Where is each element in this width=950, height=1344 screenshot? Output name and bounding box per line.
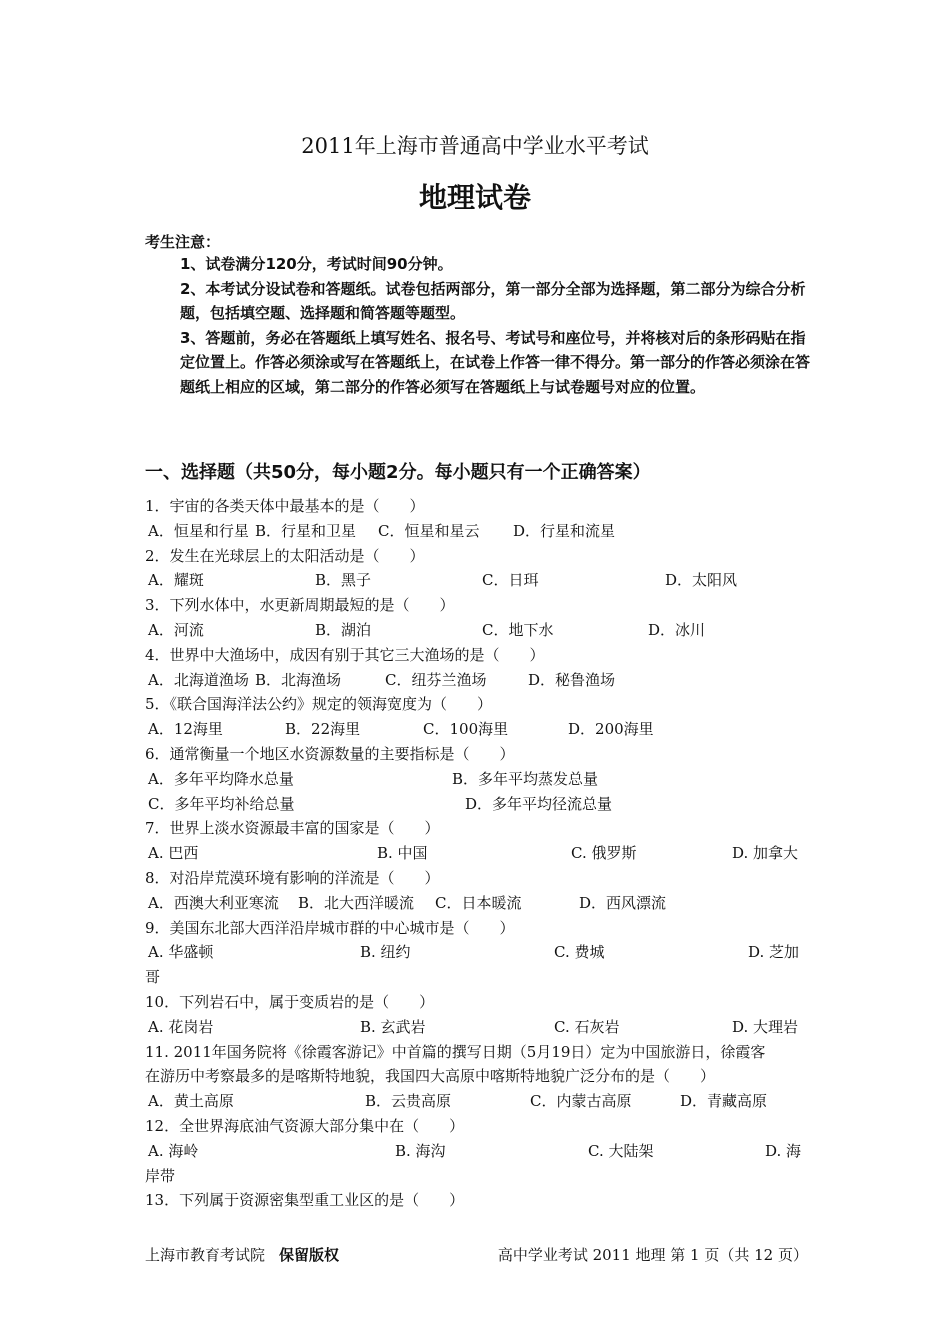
option-d: D．200海里 bbox=[568, 720, 654, 739]
question-options-wrap: 哥 bbox=[145, 968, 161, 987]
paper-title: 地理试卷 bbox=[418, 181, 531, 214]
question-stem: 在游历中考察最多的是喀斯特地貌，我国四大高原中喀斯特地貌广泛分布的是（ ） bbox=[145, 1067, 716, 1086]
notice-item: 1、试卷满分120分，考试时间90分钟。 bbox=[180, 255, 453, 273]
question-list bbox=[145, 494, 810, 1213]
question-stem: 5．《联合国海洋法公约》规定的领海宽度为（ ） bbox=[145, 695, 493, 714]
option-d: D．行星和流星 bbox=[513, 521, 616, 540]
question-options bbox=[145, 767, 810, 792]
notice-item: 2、本考试分设试卷和答题纸。试卷包括两部分，第一部分全部为选择题，第二部分为综合分析题，包括填空题、选择题和简答题等题型。 bbox=[180, 279, 806, 322]
notice-item: 3、答题前，务必在答题纸上填写姓名、报名号、考试号和座位号，并将核对后的条形码贴在指定位置上。作答必须涂或写在答题纸上，在试卷上作答一律不得分。第一部分的作答必须涂在答题纸上相应的区域，第二部分的作答必须写在答题纸上与试卷题号对应的位置。 bbox=[180, 328, 811, 396]
option-d: D. 芝加 bbox=[748, 943, 800, 962]
question-options-wrap: 岸带 bbox=[145, 1166, 176, 1185]
option-c: C．多年平均补给总量 bbox=[148, 794, 295, 813]
option-d: D．西风漂流 bbox=[579, 893, 667, 912]
option-c: C．日珥 bbox=[482, 571, 539, 590]
option-b: B．22海里 bbox=[285, 720, 361, 739]
publisher: 上海市教育考试院 bbox=[145, 1246, 266, 1264]
option-b: B. 玄武岩 bbox=[360, 1017, 426, 1036]
option-d: D．多年平均径流总量 bbox=[465, 794, 613, 813]
option-d: D. 海 bbox=[765, 1141, 802, 1160]
footer-page-info: 高中学业考试 2011 地理 第 1 页（共 12 页） bbox=[497, 1246, 808, 1264]
question-stem: 13．下列属于资源密集型重工业区的是（ ） bbox=[145, 1191, 465, 1210]
question-options bbox=[145, 841, 810, 866]
notice-heading: 考生注意： bbox=[145, 233, 221, 251]
option-b: B．黑子 bbox=[315, 571, 372, 590]
option-a: A. 花岗岩 bbox=[148, 1017, 214, 1036]
option-a: A．多年平均降水总量 bbox=[148, 769, 294, 788]
option-c: C. 大陆架 bbox=[588, 1141, 654, 1160]
option-a: A．西澳大利亚寒流 bbox=[148, 893, 279, 912]
question-stem: 8．对沿岸荒漠环境有影响的洋流是（ ） bbox=[145, 868, 440, 887]
option-d: D．冰川 bbox=[648, 620, 706, 639]
question-stem: 3．下列水体中，水更新周期最短的是（ ） bbox=[145, 596, 455, 615]
question-stem: 4．世界中大渔场中，成因有别于其它三大渔场的是（ ） bbox=[145, 645, 545, 664]
option-a: A．12海里 bbox=[148, 720, 223, 739]
option-a: A．恒星和行星 bbox=[148, 521, 249, 540]
question-options bbox=[145, 891, 810, 916]
option-b: B．行星和卫星 bbox=[255, 521, 357, 540]
option-c: C．恒星和星云 bbox=[378, 521, 480, 540]
option-c: C. 费城 bbox=[554, 943, 605, 962]
footer-left bbox=[145, 1244, 339, 1265]
notice-list bbox=[180, 252, 810, 399]
option-b: B. 纽约 bbox=[360, 943, 411, 962]
option-a: A. 海岭 bbox=[148, 1141, 199, 1160]
copyright: 保留版权 bbox=[279, 1246, 340, 1264]
question-stem: 9．美国东北部大西洋沿岸城市群的中心城市是（ ） bbox=[145, 918, 515, 937]
option-b: B．北海渔场 bbox=[255, 670, 342, 689]
question-stem: 10．下列岩石中，属于变质岩的是（ ） bbox=[145, 992, 435, 1011]
question-options bbox=[145, 1089, 810, 1114]
question-options bbox=[145, 1139, 810, 1164]
question-stem: 2．发生在光球层上的太阳活动是（ ） bbox=[145, 546, 425, 565]
question-options bbox=[145, 618, 810, 643]
question-stem: 1．宇宙的各类天体中最基本的是（ ） bbox=[145, 497, 425, 515]
option-c: C．纽芬兰渔场 bbox=[385, 670, 487, 689]
exam-title: 2011年上海市普通高中学业水平考试 bbox=[301, 134, 649, 158]
question-stem: 7．世界上淡水资源最丰富的国家是（ ） bbox=[145, 819, 440, 838]
option-a: A．黄土高原 bbox=[148, 1092, 234, 1111]
question-options bbox=[145, 568, 810, 593]
question-stem: 11. 2011年国务院将《徐霞客游记》中首篇的撰写日期（5月19日）定为中国旅游日，徐霞客 bbox=[145, 1042, 766, 1061]
option-b: B．多年平均蒸发总量 bbox=[452, 769, 599, 788]
section-title: 一、选择题（共50分，每小题2分。每小题只有一个正确答案） bbox=[145, 462, 651, 483]
option-d: D．青藏高原 bbox=[680, 1092, 768, 1111]
option-b: B. 海沟 bbox=[395, 1141, 446, 1160]
option-a: A．耀斑 bbox=[148, 571, 204, 590]
option-d: D. 大理岩 bbox=[732, 1017, 799, 1036]
question-options bbox=[145, 940, 810, 965]
option-a: A．河流 bbox=[148, 620, 204, 639]
option-c: C．内蒙古高原 bbox=[530, 1092, 632, 1111]
question-options bbox=[145, 1015, 810, 1040]
option-c: C．日本暖流 bbox=[435, 893, 522, 912]
option-b: B．北大西洋暖流 bbox=[298, 893, 415, 912]
option-c: C．地下水 bbox=[482, 620, 554, 639]
question-options bbox=[145, 792, 810, 817]
question-options bbox=[145, 717, 810, 742]
option-b: B. 中国 bbox=[377, 844, 428, 863]
question-options bbox=[145, 668, 810, 693]
question-stem: 12．全世界海底油气资源大部分集中在（ ） bbox=[145, 1116, 465, 1135]
option-c: C. 俄罗斯 bbox=[571, 844, 637, 863]
question-stem: 6．通常衡量一个地区水资源数量的主要指标是（ ） bbox=[145, 744, 515, 763]
option-b: B．湖泊 bbox=[315, 620, 372, 639]
option-c: C. 石灰岩 bbox=[554, 1017, 620, 1036]
question-options bbox=[145, 519, 810, 544]
option-c: C．100海里 bbox=[423, 720, 509, 739]
option-d: D．太阳风 bbox=[665, 571, 738, 590]
option-a: A. 华盛顿 bbox=[148, 943, 214, 962]
option-b: B．云贵高原 bbox=[365, 1092, 452, 1111]
option-a: A．北海道渔场 bbox=[148, 670, 249, 689]
option-d: D．秘鲁渔场 bbox=[528, 670, 616, 689]
option-d: D. 加拿大 bbox=[732, 844, 799, 863]
option-a: A. 巴西 bbox=[148, 844, 199, 863]
